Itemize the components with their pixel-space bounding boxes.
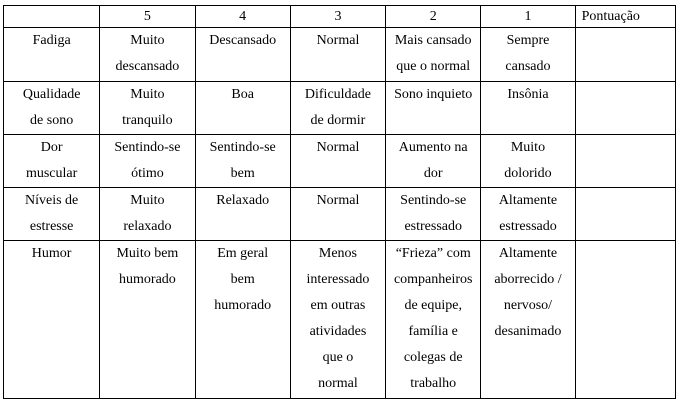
- pontuacao-cell[interactable]: [575, 135, 675, 188]
- cell-line: Insônia: [507, 87, 549, 102]
- score-1-cell: [481, 241, 575, 399]
- cell-line: Muito: [130, 193, 165, 208]
- header-cell-3: 3: [290, 6, 385, 28]
- score-3-cell: [290, 188, 385, 241]
- criterion-line: Humor: [31, 246, 72, 261]
- pontuacao-cell[interactable]: [575, 241, 675, 399]
- cell-line: Dificuldade: [304, 87, 371, 102]
- cell-line: Em geral: [217, 246, 269, 261]
- score-4-cell: [195, 135, 290, 188]
- score-3-cell: [290, 241, 385, 399]
- criterion-cell: [4, 135, 100, 188]
- pontuacao-cell[interactable]: [575, 28, 675, 82]
- score-2-cell: [386, 82, 481, 135]
- criterion-line: Fadiga: [32, 33, 71, 48]
- criterion-cell: [4, 82, 100, 135]
- cell-line: nervoso/: [503, 298, 553, 313]
- cell-line: atividades: [309, 324, 367, 339]
- wellness-questionnaire-table: [3, 5, 676, 399]
- cell-line: Normal: [316, 140, 360, 155]
- cell-line: relaxado: [123, 219, 172, 234]
- cell-line: estressado: [404, 219, 462, 234]
- cell-line: normal: [318, 376, 358, 391]
- cell-line: Muito: [510, 140, 546, 155]
- header-cell-4: 4: [195, 6, 290, 28]
- score-5-cell: [100, 241, 195, 399]
- header-cell-1: 1: [481, 6, 575, 28]
- header-cell-pontuacao: Pontuação: [575, 6, 675, 28]
- cell-line: Descansado: [209, 33, 277, 48]
- score-1-cell: [481, 135, 575, 188]
- cell-line: em outras: [310, 298, 366, 313]
- cell-line: Menos: [318, 246, 357, 261]
- score-5-cell: [100, 28, 195, 82]
- cell-line: família e: [408, 324, 458, 339]
- score-5-cell: [100, 188, 195, 241]
- table-row-fadiga: [4, 28, 676, 82]
- score-3-cell: [290, 82, 385, 135]
- table-header-row: [4, 6, 676, 28]
- cell-line: Aumento na: [398, 140, 468, 155]
- cell-line: ótimo: [131, 166, 164, 181]
- cell-line: Boa: [231, 87, 254, 102]
- cell-line: companheiros: [393, 272, 473, 287]
- header-cell-empty: [4, 6, 100, 28]
- score-3-cell: [290, 135, 385, 188]
- criterion-line: Níveis de: [25, 193, 79, 208]
- criterion-line: estresse: [29, 219, 74, 234]
- cell-line: Sentindo-se: [114, 140, 181, 155]
- table-row-humor: [4, 241, 676, 399]
- cell-line: descansado: [115, 59, 180, 74]
- cell-line: interessado: [306, 272, 370, 287]
- pontuacao-cell[interactable]: [575, 82, 675, 135]
- cell-line: dor: [423, 166, 443, 181]
- cell-line: desanimado: [494, 324, 562, 339]
- cell-line: humorado: [119, 272, 176, 287]
- score-4-cell: [195, 241, 290, 399]
- cell-line: dolorido: [504, 166, 552, 181]
- cell-line: Altamente: [498, 193, 558, 208]
- score-5-cell: [100, 82, 195, 135]
- score-1-cell: [481, 82, 575, 135]
- score-2-cell: [386, 188, 481, 241]
- criterion-line: muscular: [25, 166, 78, 181]
- score-2-cell: [386, 135, 481, 188]
- cell-line: “Frieza” com: [395, 246, 471, 261]
- pontuacao-cell[interactable]: [575, 188, 675, 241]
- score-2-cell: [386, 28, 481, 82]
- cell-line: estressado: [499, 219, 557, 234]
- table-row-dor-muscular: [4, 135, 676, 188]
- cell-line: trabalho: [410, 376, 457, 391]
- cell-line: de dormir: [310, 113, 366, 128]
- cell-line: aborrecido /: [494, 272, 562, 287]
- cell-line: Normal: [316, 33, 360, 48]
- score-5-cell: [100, 135, 195, 188]
- criterion-cell: [4, 28, 100, 82]
- cell-line: humorado: [214, 298, 272, 313]
- table-row-qualidade-de-sono: [4, 82, 676, 135]
- criterion-line: Dor: [40, 140, 63, 155]
- header-cell-5: 5: [100, 6, 195, 28]
- cell-line: Sono inquieto: [394, 87, 473, 102]
- table-row-niveis-de-estresse: [4, 188, 676, 241]
- criterion-line: de sono: [30, 113, 74, 128]
- score-1-cell: [481, 28, 575, 82]
- cell-line: Muito: [130, 33, 165, 48]
- cell-line: Normal: [316, 193, 360, 208]
- cell-line: tranquilo: [122, 113, 173, 128]
- criterion-cell: [4, 188, 100, 241]
- cell-line: Muito bem: [116, 246, 179, 261]
- cell-line: bem: [230, 272, 255, 287]
- score-3-cell: [290, 28, 385, 82]
- cell-line: de equipe,: [404, 298, 462, 313]
- criterion-line: Qualidade: [22, 87, 81, 102]
- score-4-cell: [195, 28, 290, 82]
- score-4-cell: [195, 82, 290, 135]
- header-cell-2: 2: [386, 6, 481, 28]
- cell-line: que o: [322, 350, 354, 365]
- cell-line: Sempre: [506, 33, 550, 48]
- cell-line: cansado: [505, 59, 551, 74]
- score-4-cell: [195, 188, 290, 241]
- score-2-cell: [386, 241, 481, 399]
- score-1-cell: [481, 188, 575, 241]
- cell-line: Sentindo-se: [400, 193, 467, 208]
- criterion-cell: [4, 241, 100, 399]
- cell-line: que o normal: [396, 59, 471, 74]
- cell-line: Mais cansado: [394, 33, 472, 48]
- cell-line: Altamente: [498, 246, 558, 261]
- cell-line: colegas de: [403, 350, 463, 365]
- cell-line: Relaxado: [216, 193, 270, 208]
- cell-line: bem: [230, 166, 255, 181]
- cell-line: Muito: [130, 87, 165, 102]
- cell-line: Sentindo-se: [209, 140, 276, 155]
